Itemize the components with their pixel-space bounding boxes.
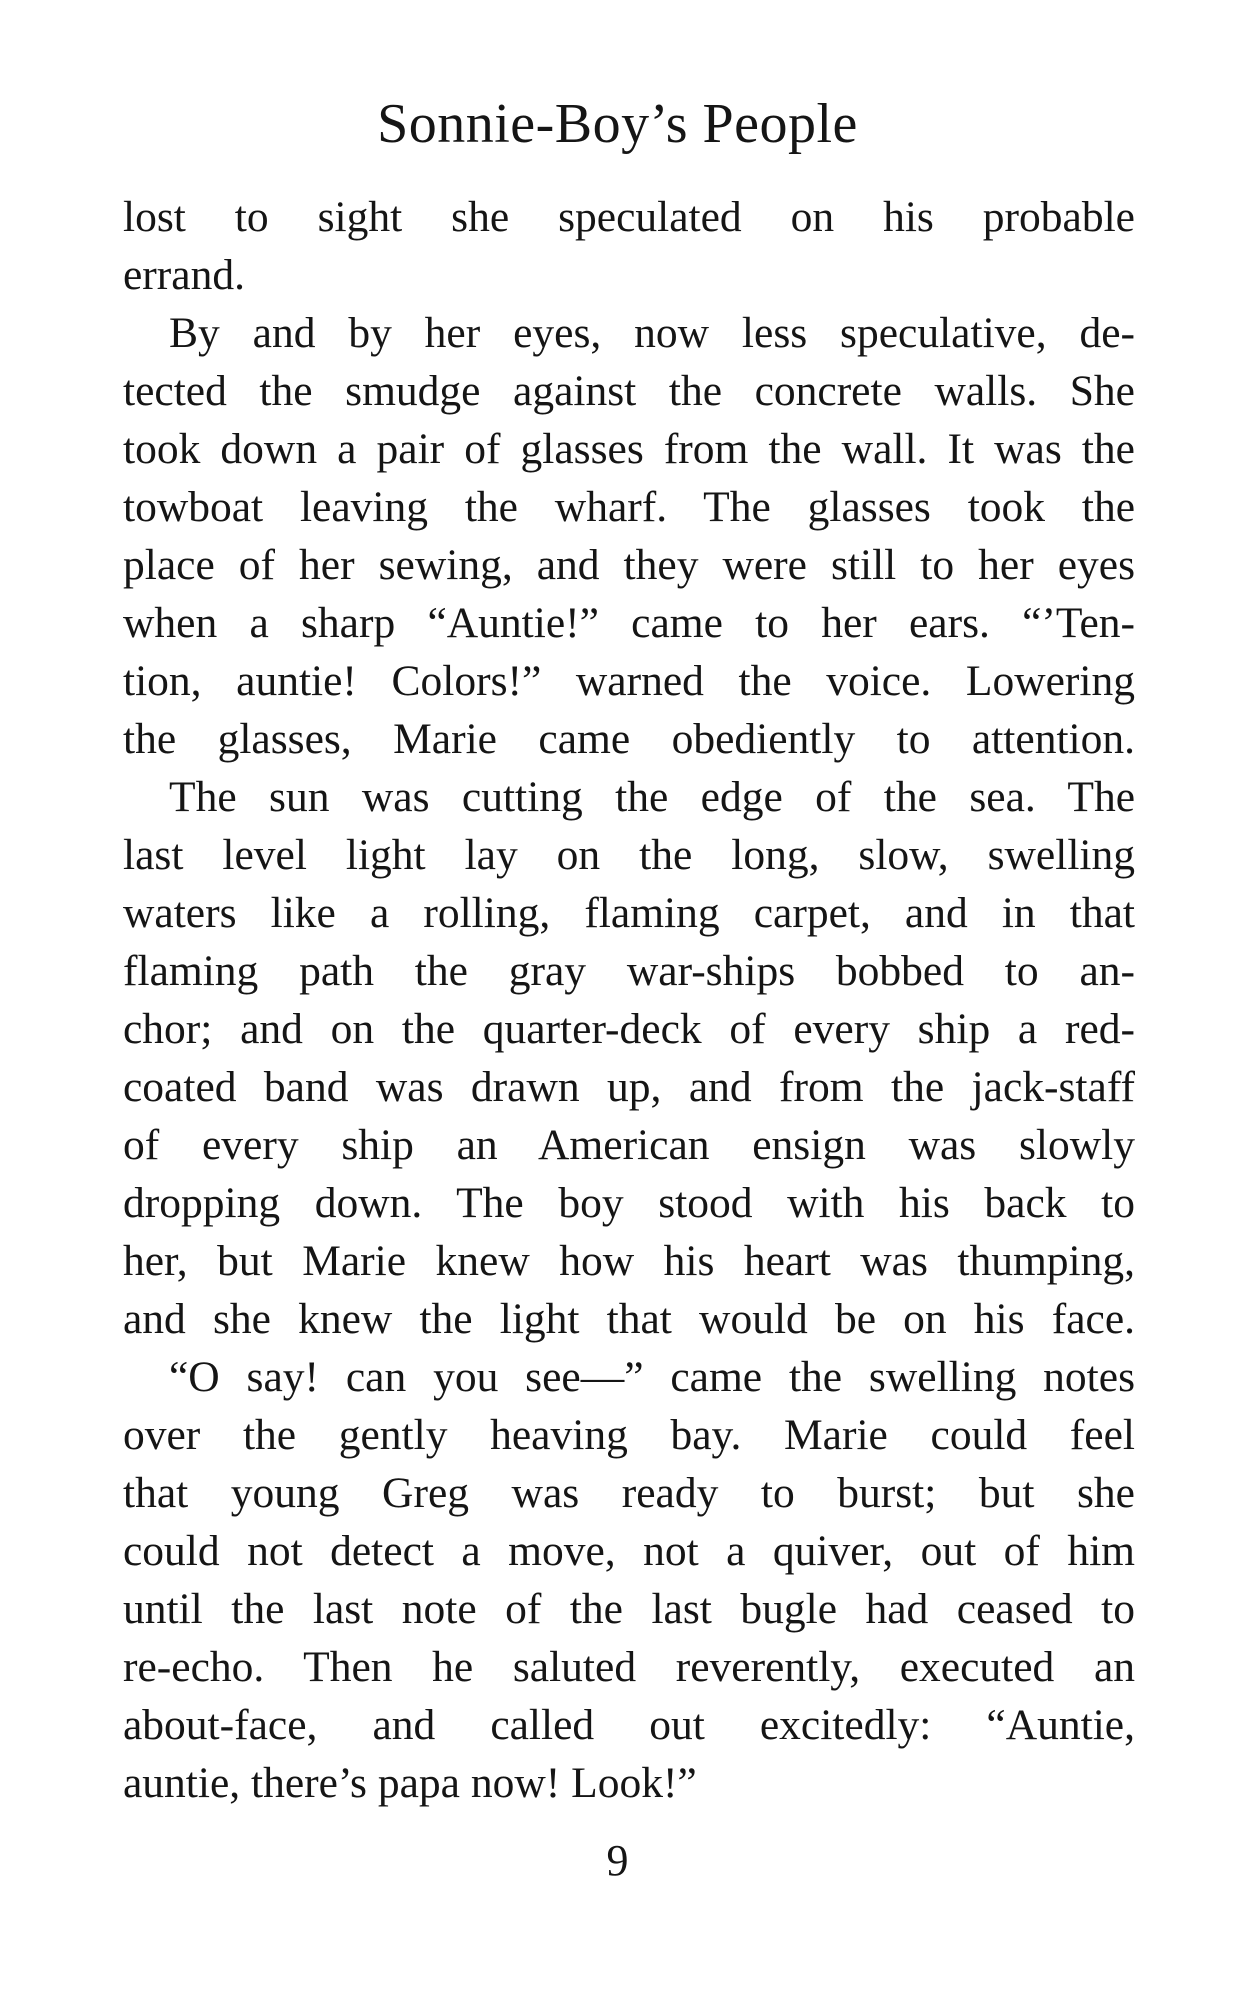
text-line: auntie, there’s papa now! Look!” <box>123 1759 697 1807</box>
text-line: tected the smudge against the concrete walls. She <box>123 367 1135 415</box>
text-line: towboat leaving the wharf. The glasses took the <box>123 483 1135 531</box>
running-head: Sonnie-Boy’s People <box>377 93 858 155</box>
text-line: about-face, and called out excitedly: “Auntie, <box>123 1701 1135 1749</box>
text-line: last level light lay on the long, slow, swelling <box>123 831 1135 879</box>
text-line: coated band was drawn up, and from the jack-staff <box>123 1063 1135 1111</box>
page-number: 9 <box>606 1836 629 1885</box>
text-line: took down a pair of glasses from the wall. It was the <box>123 425 1135 473</box>
text-line: place of her sewing, and they were still to her eyes <box>123 541 1135 589</box>
text-line: chor; and on the quarter-deck of every ship a red- <box>123 1005 1135 1053</box>
text-line: the glasses, Marie came obediently to attention. <box>123 715 1135 763</box>
text-line: dropping down. The boy stood with his back to <box>123 1179 1135 1227</box>
text-line: when a sharp “Auntie!” came to her ears. “’Ten- <box>123 599 1135 647</box>
text-line: over the gently heaving bay. Marie could feel <box>123 1411 1135 1459</box>
text-line: of every ship an American ensign was slowly <box>123 1121 1135 1169</box>
text-line: tion, auntie! Colors!” warned the voice. Lowering <box>123 657 1135 705</box>
text-line: re-echo. Then he saluted reverently, executed an <box>123 1643 1135 1691</box>
paragraph-first-line: By and by her eyes, now less speculative, de- <box>169 309 1135 357</box>
text-line: could not detect a move, not a quiver, out of him <box>123 1527 1135 1575</box>
text-line: lost to sight she speculated on his probable <box>123 193 1135 241</box>
body-text <box>123 188 1135 1812</box>
text-line: and she knew the light that would be on his face. <box>123 1295 1135 1343</box>
text-line: that young Greg was ready to burst; but she <box>123 1469 1135 1517</box>
paragraph-first-line: The sun was cutting the edge of the sea. The <box>169 773 1135 821</box>
text-line: waters like a rolling, flaming carpet, and in that <box>123 889 1135 937</box>
paragraph-first-line: “O say! can you see—” came the swelling notes <box>169 1353 1135 1401</box>
text-line: errand. <box>123 251 245 299</box>
text-line: until the last note of the last bugle had ceased to <box>123 1585 1135 1633</box>
text-line: her, but Marie knew how his heart was thumping, <box>123 1237 1135 1285</box>
text-line: flaming path the gray war-ships bobbed to an- <box>123 947 1135 995</box>
